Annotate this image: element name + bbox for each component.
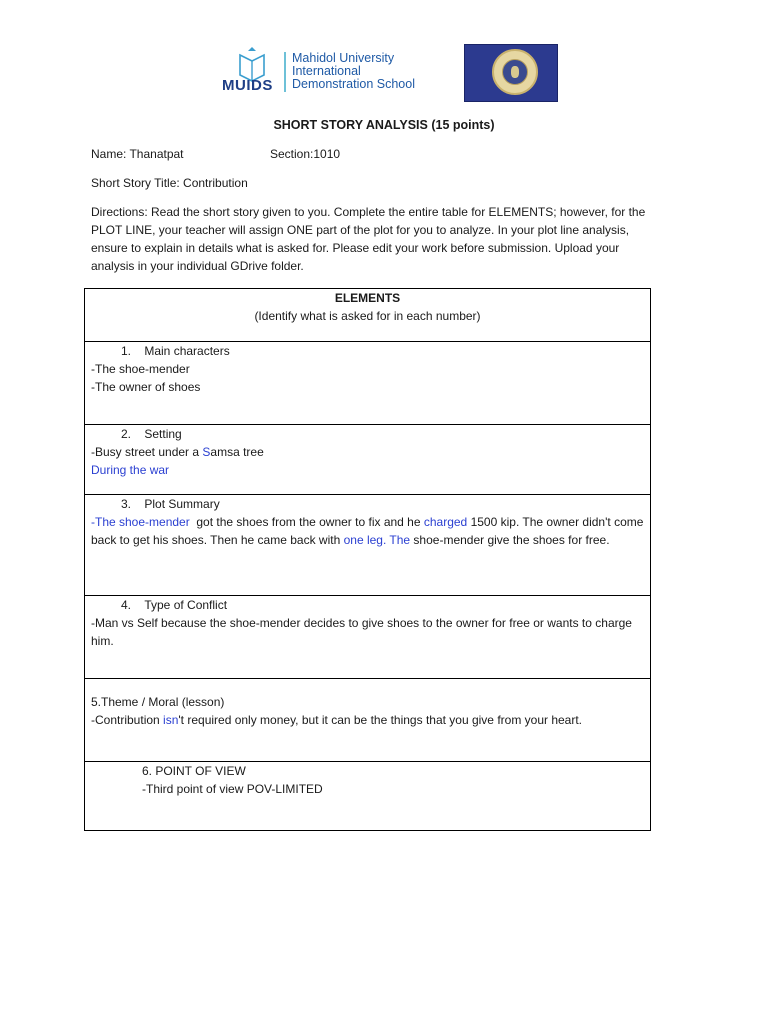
school-header bbox=[220, 42, 560, 102]
theme-label: 5.Theme / Moral (lesson) bbox=[91, 695, 225, 709]
conflict-text: -Man vs Self because the shoe-mender decides to give shoes to the owner for free or wants to charge him. bbox=[91, 616, 632, 648]
school-name-line-3: Demonstration School bbox=[292, 77, 415, 91]
story-title: Short Story Title: Contribution bbox=[91, 176, 248, 190]
school-name-line-1: Mahidol University bbox=[292, 51, 395, 65]
plot-summary-cell bbox=[85, 495, 651, 596]
main-characters-label: 1. Main characters bbox=[121, 344, 230, 358]
theme-cell bbox=[85, 679, 651, 762]
school-name bbox=[292, 52, 415, 91]
setting-cell bbox=[85, 425, 651, 495]
plot-summary-text: -The shoe-mender got the shoes from the owner to fix and he charged 1500 kip. The owner didn't come back to get his shoes. Then he came back with one leg. The shoe-mender give the shoes for free. bbox=[91, 515, 644, 547]
table-header bbox=[85, 289, 651, 342]
setting-line-2: During the war bbox=[91, 463, 170, 477]
student-section: Section:1010 bbox=[270, 147, 341, 161]
table-header-title: ELEMENTS bbox=[334, 291, 401, 305]
logo-divider bbox=[284, 52, 286, 92]
pov-cell bbox=[85, 762, 651, 831]
theme-text: -Contribution isn't required only money, but it can be the things that you give from your heart. bbox=[91, 713, 583, 727]
plot-summary-label: 3. Plot Summary bbox=[121, 497, 220, 511]
conflict-cell bbox=[85, 596, 651, 679]
student-name: Name: Thanatpat bbox=[91, 147, 184, 161]
school-name-line-2: International bbox=[292, 64, 361, 78]
table-header-subtitle: (Identify what is asked for in each number) bbox=[254, 309, 481, 323]
pov-text: -Third point of view POV-LIMITED bbox=[142, 782, 323, 796]
logo-wordmark: MUIDS bbox=[222, 77, 273, 94]
elements-table bbox=[84, 288, 651, 831]
page-title: SHORT STORY ANALYSIS (15 points) bbox=[273, 118, 495, 132]
setting-line-1: -Busy street under a Samsa tree bbox=[91, 445, 264, 459]
directions: Directions: Read the short story given to you. Complete the entire table for ELEMENTS; however, for the PLOT LINE, your teacher will assign ONE part of the plot for you to analyze. In your plot line analysis, ensure to explain in details what is asked for. Please edit your work before submission. Upload your analysis in your individual GDrive folder. bbox=[91, 205, 646, 273]
setting-label: 2. Setting bbox=[121, 427, 182, 441]
main-character-2: -The owner of shoes bbox=[91, 380, 201, 394]
main-character-1: -The shoe-mender bbox=[91, 362, 190, 376]
main-characters-cell bbox=[85, 342, 651, 425]
conflict-label: 4. Type of Conflict bbox=[121, 598, 228, 612]
university-seal-icon bbox=[464, 44, 558, 102]
pov-label: 6. POINT OF VIEW bbox=[142, 764, 246, 778]
